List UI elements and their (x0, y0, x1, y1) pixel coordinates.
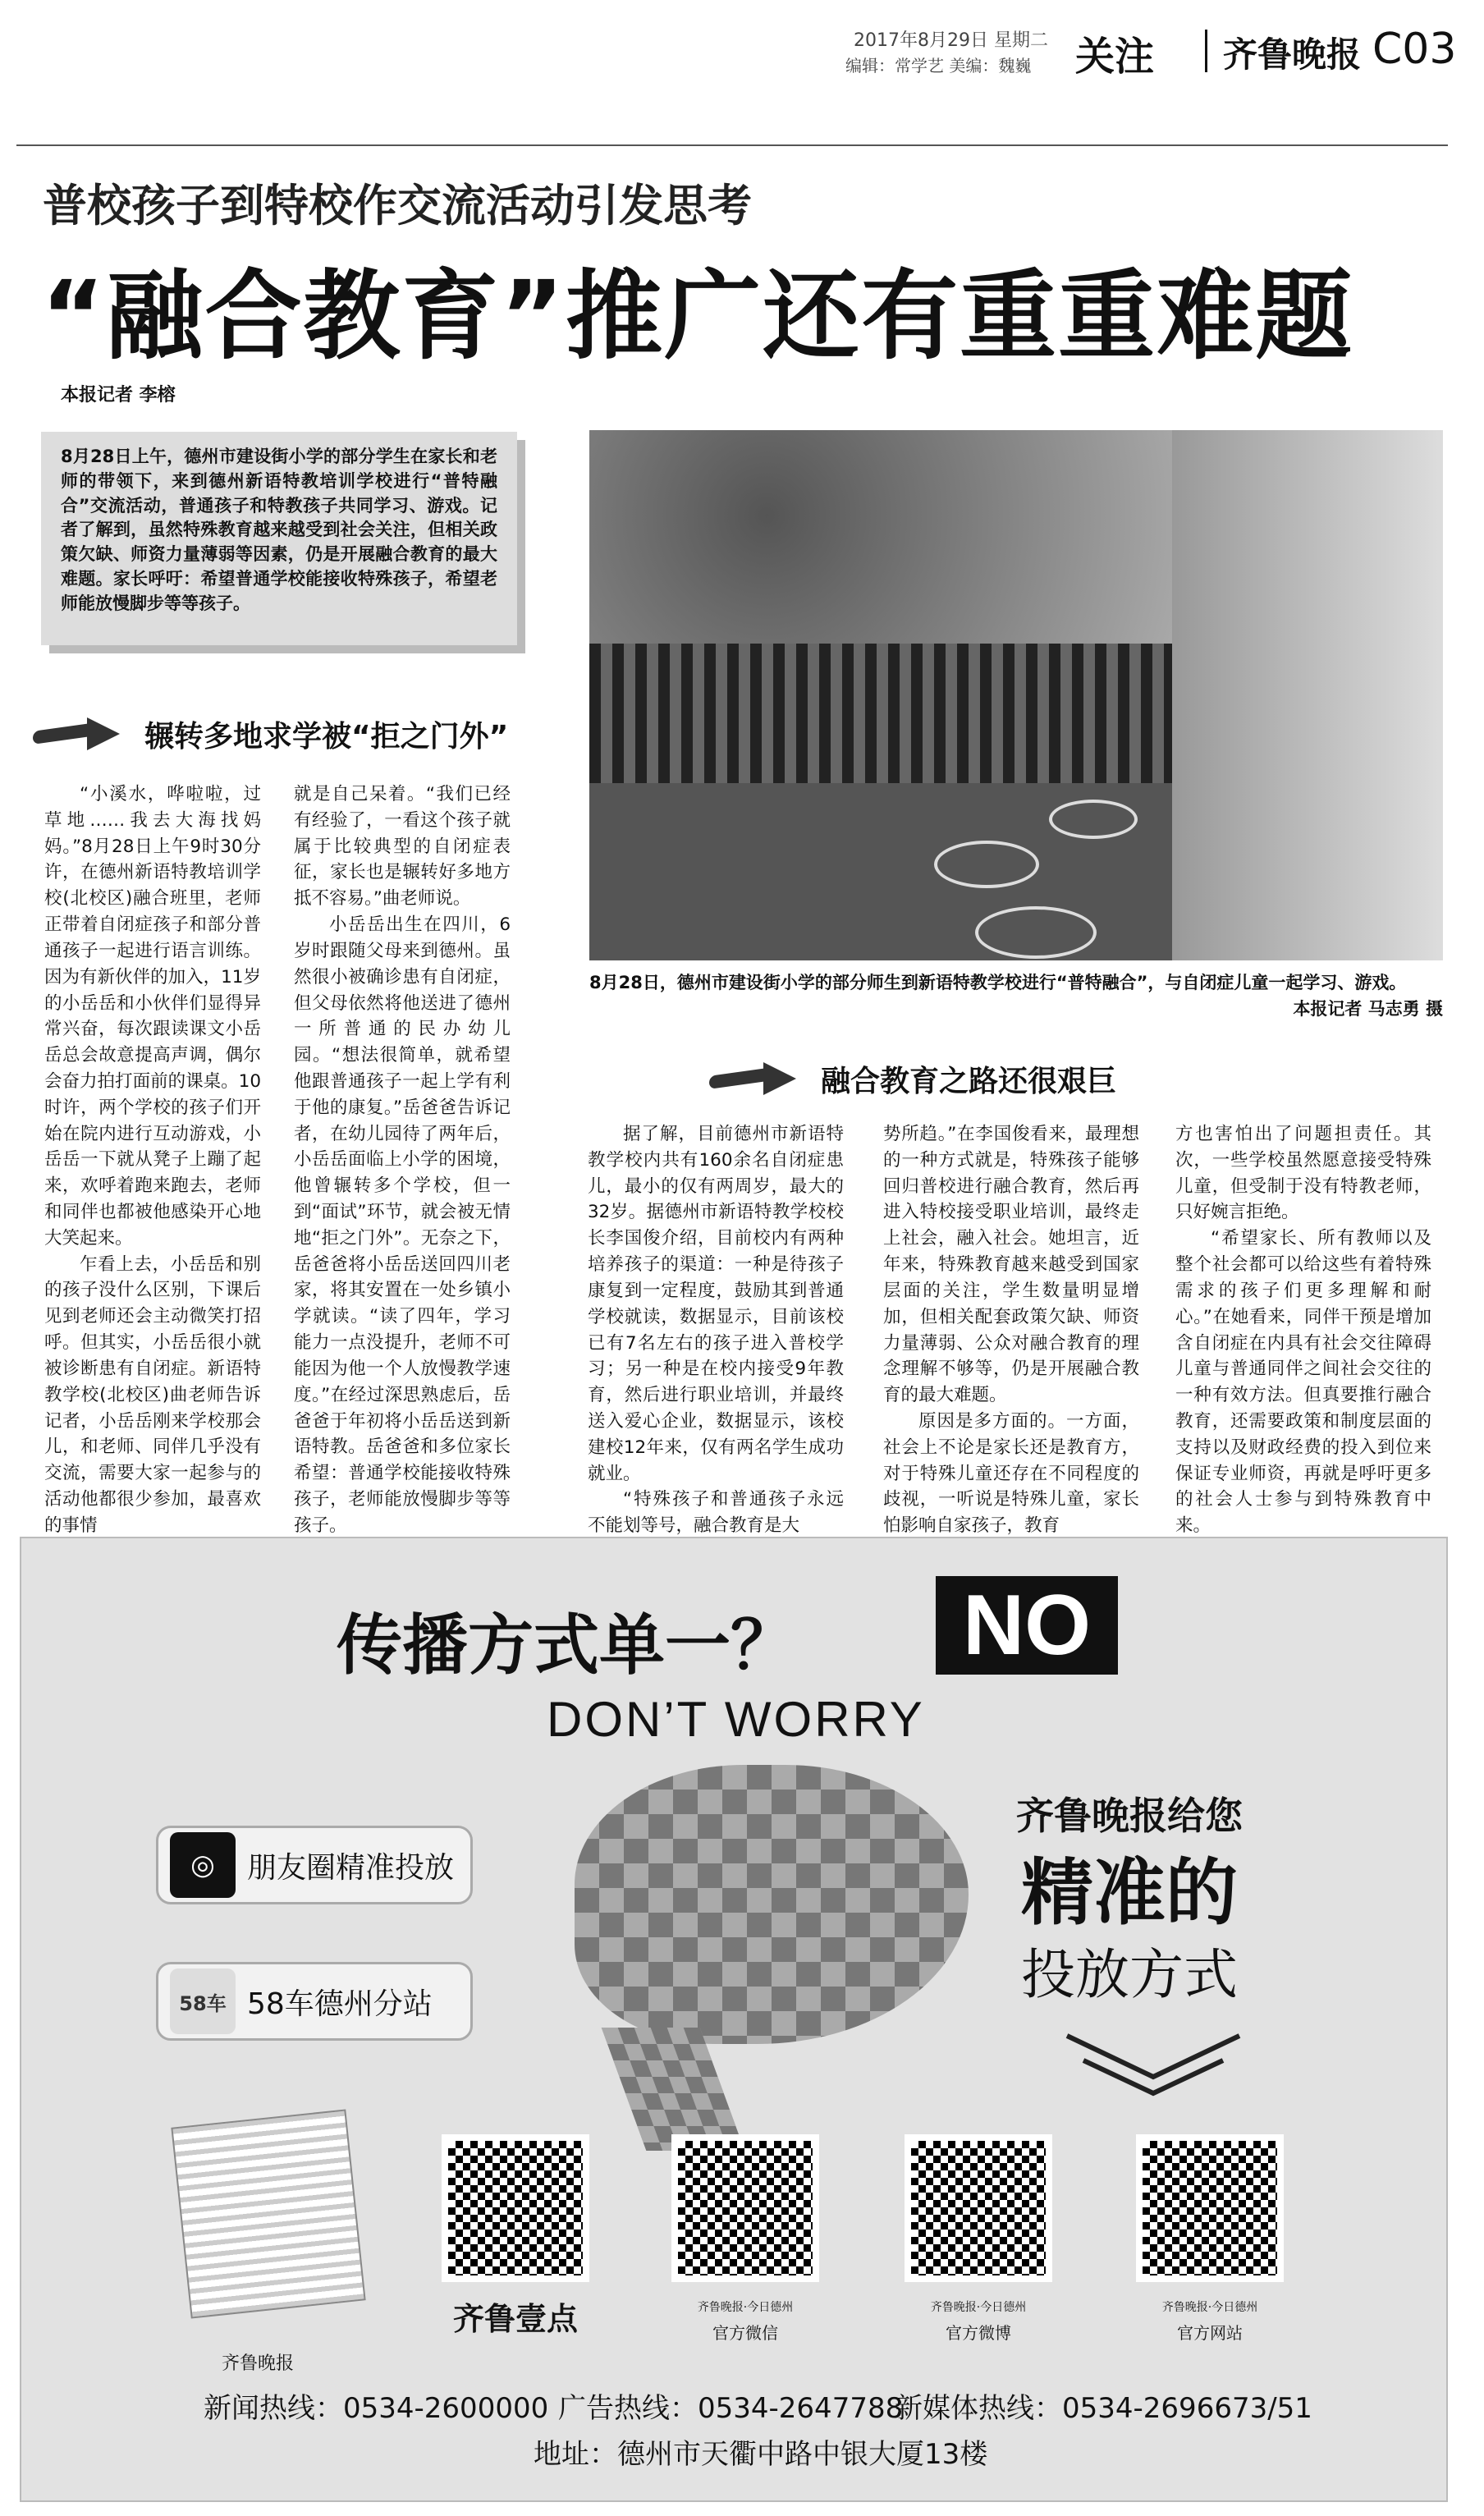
ad-dont-worry: DON’T WORRY (547, 1692, 925, 1747)
qr4-sub: 齐鲁晚报·今日德州 (1161, 2301, 1258, 2314)
camera-shutter-icon: ◎ (170, 1832, 236, 1898)
paragraph: 方也害怕出了问题担责任。其次，一些学校虽然愿意接受特殊儿童，但受制于没有特教老师，只好婉言拒绝。 (1175, 1124, 1431, 1223)
paragraph: “希望家长、所有教师以及整个社会都可以给这些有着特殊需求的孩子们更多理解和耐心。”在她看来，同伴干预是增加含自闭症在内具有社会交往障碍儿童与普通同伴之间社会交往的一种有效方法。但真要推行融合教育，还需要政策和制度层面的支持以及财政经费的投入到位来保证专业师资，再就是呼吁更多的社会人士参与到特殊教育中来。 (1175, 1228, 1431, 1537)
editors-line: 编辑：常学艺 美编：魏巍 (845, 56, 1032, 76)
photo-caption-text: 8月28日，德州市建设街小学的部分师生到新语特教学校进行“普特融合”，与自闭症儿童一起学习、游戏。 (589, 973, 1407, 992)
text-column-4 (883, 1121, 1139, 1539)
pill2-text: 58车德州分站 (247, 1987, 433, 2021)
ad-slogan-line2: 精准的 (1021, 1850, 1239, 1935)
paper-label: 齐鲁晚报 (222, 2353, 295, 2374)
qr-code-weibo (905, 2134, 1052, 2282)
arrow-icon (709, 1061, 799, 1097)
chevron-down-icon (1059, 2028, 1248, 2101)
paragraph: “小溪水，哗啦啦，过草地……我去大海找妈妈。”8月28日上午9时30分许，在德州新语特教培训学校(北校区)融合班里，老师正带着自闭症孩子和部分普通孩子一起进行语言训练。因为有新伙伴的加入，11岁的小岳岳和小伙伴们显得异常兴奋，每次跟读课文小岳岳总会故意提高声调，偶尔会奋力拍打面前的课桌。10时许，两个学校的孩子们开始在院内进行互动游戏，小岳岳一下就从凳子上蹦了起来，欢呼着跑来跑去，老师和同伴也都被他感染开心地大笑起来。 (44, 784, 261, 1249)
paragraph: 势所趋。”在李国俊看来，最理想的一种方式就是，特殊孩子能够回归普校进行融合教育，然后再进入特校接受职业培训，最终走上社会，融入社会。她坦言，近年来，特殊教育越来越受到国家层面的关注，学生数量明显增加，但相关配套政策欠缺、师资力量薄弱、公众对融合教育的理念理解不够等，仍是开展融合教育的最大难题。 (883, 1124, 1139, 1406)
section-name: 关注 (1075, 34, 1155, 80)
photo-credit: 本报记者 马志勇 摄 (1293, 998, 1443, 1019)
qr-code-qilu-yidian (442, 2134, 589, 2282)
paragraph: 乍看上去，小岳岳和别的孩子没什么区别，下课后见到老师还会主动微笑打招呼。但其实，小岳岳很小就被诊断患有自闭症。新语特教学校(北校区)曲老师告诉记者，小岳岳刚来学校那会儿，和老师、同伴几乎没有交流，需要大家一起参与的活动他都很少参加，最喜欢的事情 (44, 1253, 261, 1536)
issue-date: 2017年8月29日 星期二 (854, 30, 1048, 51)
ad-slogan-line1: 齐鲁晚报给您 (1016, 1794, 1243, 1838)
paragraph: 就是自己呆着。“我们已经有经验了，一看这个孩子就属于比较典型的自闭症表征，家长也是辗转好多地方抵不容易。”曲老师说。 (294, 784, 511, 910)
pill1-text: 朋友圈精准投放 (247, 1850, 455, 1885)
section2-heading (709, 1057, 1116, 1100)
section1-title: 辗转多地求学被“拒之门外” (144, 719, 509, 754)
newspaper-logo: 齐鲁晚报 (1223, 34, 1362, 75)
text-column-2 (294, 781, 511, 1539)
news-photo (589, 430, 1443, 960)
ad-address: 地址：德州市天衢中路中银大厦13楼 (534, 2438, 988, 2471)
article-subhead: 普校孩子到特校作交流活动引发思考 (43, 180, 752, 231)
paragraph: 原因是多方面的。一方面，社会上不论是家长还是教育方，对于特殊儿童还存在不同程度的歧视，一听说是特殊儿童，家长怕影响自家孩子，教育 (883, 1410, 1139, 1537)
article-lead: 8月28日上午，德州市建设街小学的部分学生在家长和老师的带领下，来到德州新语特教培训学校进行“普特融合”交流活动，普通孩子和特教孩子共同学习、游戏。记者了解到，虽然特殊教育越来越受到社会关注，但相关政策欠缺、师资力量薄弱等因素，仍是开展融合教育的最大难题。家长呼吁：希望普通学校能接收特殊孩子，希望老师能放慢脚步等等孩子。 (41, 432, 517, 645)
arrow-icon (33, 716, 123, 752)
ad-no-badge: NO (936, 1576, 1118, 1675)
photo-caption (589, 970, 1443, 1022)
section1-heading (33, 713, 508, 755)
text-column-5 (1175, 1121, 1431, 1539)
text-column-3 (588, 1121, 844, 1539)
paragraph: 小岳岳出生在四川，6岁时跟随父母来到德州。虽然很小被确诊患有自闭症，但父母依然将他送进了德州一所普通的民办幼儿园。“想法很简单，就希望他跟普通孩子一起上学有利于他的康复。”岳爸爸告诉记者，在幼儿园待了两年后，小岳岳面临上小学的困境，他曾辗转多个学校，但一到“面试”环节，就会被无情地“拒之门外”。无奈之下，岳爸爸将小岳岳送回四川老家，将其安置在一处乡镇小学就读。“读了四年，学习能力一点没提升，老师不可能因为他一个人放慢教学速度。”在经过深思熟虑后，岳爸爸于年初将小岳岳送到新语特教。岳爸爸和多位家长希望：普通学校能接收特殊孩子，老师能放慢脚步等等孩子。 (294, 914, 511, 1536)
qr-code-wechat (671, 2134, 819, 2282)
58car-logo-icon: 58车 (170, 1968, 236, 2034)
newspaper-stack-image (171, 2109, 365, 2318)
ad-hotline: 广告热线：0534-2647788 (558, 2392, 904, 2425)
article-headline: “融合教育”推广还有重重难题 (41, 259, 1354, 373)
ad-slogan-line3: 投放方式 (1021, 1943, 1238, 2006)
qr-code-website (1136, 2134, 1284, 2282)
new-media-hotline: 新媒体热线：0534-2696673/51 (895, 2392, 1312, 2425)
header-divider (1205, 30, 1207, 72)
news-hotline: 新闻热线：0534-2600000 (204, 2392, 549, 2425)
section2-title: 融合教育之路还很艰巨 (821, 1064, 1117, 1098)
qr1-label: 齐鲁壹点 (452, 2301, 578, 2337)
qr3-sub: 齐鲁晚报·今日德州 (930, 2301, 1027, 2314)
paragraph: 据了解，目前德州市新语特教学校内共有160余名自闭症患儿，最小的仅有两周岁，最大的32岁。据德州市新语特教学校校长李国俊介绍，目前校内有两种培养孩子的渠道：一种是待孩子康复到一定程度，鼓励其到普通学校就读，数据显示，目前该校已有7名左右的孩子进入普校学习；另一种是在校内接受9年教育，然后进行职业培训，并最终送入爱心企业，数据显示，该校建校12年来，仅有两名学生成功就业。 (588, 1124, 844, 1484)
qr3-label: 官方微博 (946, 2323, 1011, 2343)
header-rule (16, 144, 1448, 146)
ad-wechat-moments-pill (156, 1826, 473, 1904)
ad-question: 传播方式单一？ (337, 1607, 796, 1684)
qr2-sub: 齐鲁晚报·今日德州 (697, 2301, 794, 2314)
qr2-label: 官方微信 (712, 2323, 778, 2343)
text-column-1 (44, 781, 261, 1539)
paragraph: “特殊孩子和普通孩子永远不能划等号，融合教育是大 (588, 1489, 844, 1537)
ad-58car-pill (156, 1962, 473, 2041)
page-number: C03 (1372, 25, 1457, 74)
article-byline: 本报记者 李榕 (61, 385, 176, 406)
qr4-label: 官方网站 (1177, 2323, 1243, 2343)
